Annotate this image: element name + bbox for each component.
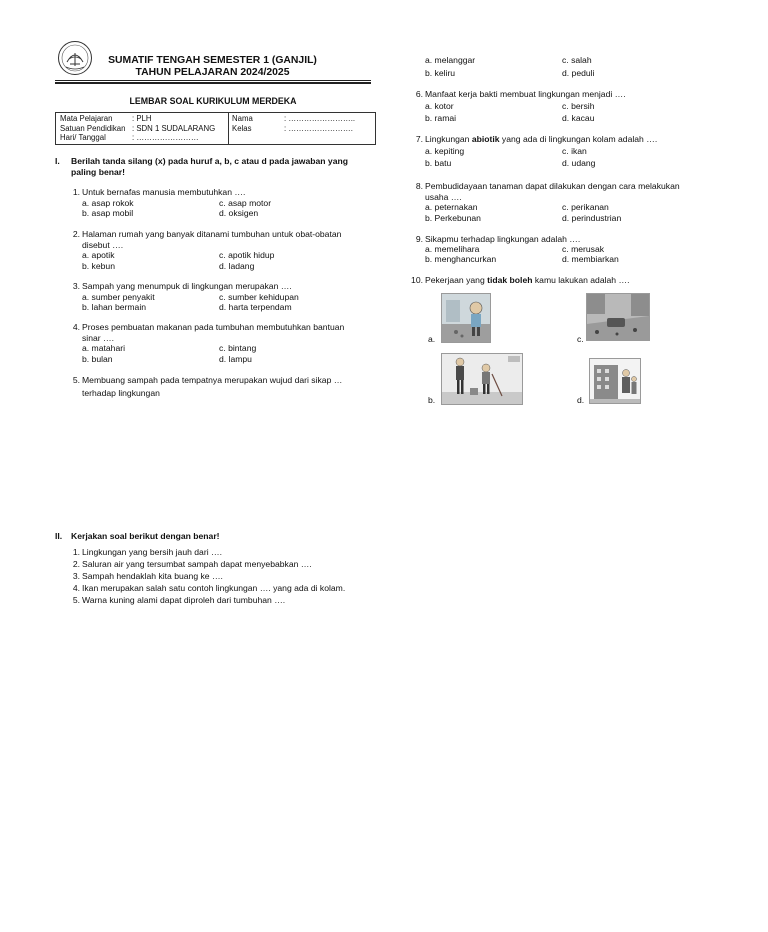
option-b[interactable]: b. bulan bbox=[82, 353, 113, 364]
question-10: 10. Pekerjaan yang tidak boleh kamu lakukan adalah …. bbox=[411, 275, 630, 285]
question-5: 5. Membuang sampah pada tempatnya merupakan wujud dari sikap … terhadap lingkungan bbox=[72, 375, 343, 398]
option-d[interactable]: d. ladang bbox=[219, 260, 255, 271]
option-d[interactable]: d. peduli bbox=[562, 67, 595, 78]
name-label: Nama bbox=[232, 114, 253, 123]
section-1-instruction: Berilah tanda silang (x) pada huruf a, b, c atau d pada jawaban yang bbox=[71, 156, 348, 166]
option-c[interactable]: c. bintang bbox=[219, 343, 257, 353]
question-7: 7. Lingkungan abiotik yang ada di lingkungan kolam adalah …. a. kepiting b. batu c. ikan d. udang bbox=[415, 134, 658, 168]
option-c[interactable]: c. ikan bbox=[562, 146, 587, 156]
school-value: : SDN 1 SUDALARANG bbox=[132, 123, 216, 133]
option-d[interactable]: d. harta terpendam bbox=[219, 302, 292, 312]
picture-option-a[interactable] bbox=[441, 293, 491, 343]
option-c[interactable]: c. asap motor bbox=[219, 197, 272, 208]
essay-item: 3. Sampah hendaklah kita buang ke …. bbox=[72, 571, 223, 581]
date-value: : …………………… bbox=[132, 133, 199, 142]
section-1-number: I. bbox=[55, 156, 60, 166]
option-a[interactable]: a. kepiting bbox=[425, 146, 465, 156]
option-b[interactable]: b. asap mobil bbox=[82, 208, 134, 218]
question-8: 8. Pembudidayaan tanaman dapat dilakukan dengan cara melakukan usaha …. a. peternakan b. Perkebunan c. perikanan d. perindustrian bbox=[415, 181, 680, 223]
picture-option-b-label[interactable]: b. bbox=[428, 395, 436, 405]
option-d[interactable]: d. perindustrian bbox=[562, 212, 622, 223]
option-a[interactable]: a. matahari bbox=[82, 343, 125, 353]
picture-option-b[interactable] bbox=[441, 353, 523, 405]
option-c[interactable]: c. merusak bbox=[562, 243, 605, 254]
option-a[interactable]: a. apotik bbox=[82, 250, 115, 260]
question-4: 4. Proses pembuatan makanan pada tumbuhan membutuhkan bantuan sinar …. a. matahari b. bulan c. bintang d. lampu bbox=[72, 322, 345, 364]
exam-title: SUMATIF TENGAH SEMESTER 1 (GANJIL) bbox=[108, 55, 317, 66]
option-b[interactable]: b. menghancurkan bbox=[425, 253, 497, 264]
option-b[interactable]: b. keliru bbox=[425, 67, 456, 78]
option-a[interactable]: a. asap rokok bbox=[82, 197, 134, 208]
picture-option-a-label[interactable]: a. bbox=[428, 334, 436, 344]
question-5-options bbox=[409, 55, 709, 79]
subject-value: : PLH bbox=[132, 114, 152, 123]
student-info-box bbox=[55, 112, 376, 145]
picture-option-d[interactable] bbox=[589, 358, 641, 404]
option-b[interactable]: b. batu bbox=[425, 158, 452, 168]
question-9: 9. Sikapmu terhadap lingkungan adalah …. a. memelihara b. menghancurkan c. merusak d. membiarkan bbox=[415, 234, 619, 264]
essay-item: 2. Saluran air yang tersumbat sampah dapat menyebabkan …. bbox=[72, 559, 312, 569]
option-c[interactable]: c. apotik hidup bbox=[219, 250, 275, 260]
header-rule-thick bbox=[55, 82, 371, 84]
option-d[interactable]: d. oksigen bbox=[219, 208, 259, 218]
child-throwing-trash-icon bbox=[442, 294, 490, 342]
section-1-instruction-2: paling benar! bbox=[71, 167, 125, 177]
children-cleaning-icon bbox=[442, 354, 522, 404]
option-c[interactable]: c. perikanan bbox=[562, 202, 609, 212]
option-d[interactable]: d. kacau bbox=[562, 113, 595, 123]
header-rule-thin bbox=[55, 80, 371, 81]
section-2-instruction: Kerjakan soal berikut dengan benar! bbox=[71, 531, 220, 541]
option-d[interactable]: d. membiarkan bbox=[562, 253, 619, 264]
option-c[interactable]: c. salah bbox=[562, 55, 592, 65]
question-1: 1. Untuk bernafas manusia membutuhkan …. a. asap rokok b. asap mobil c. asap motor d. oksigen bbox=[72, 187, 272, 218]
name-value: : …………………….. bbox=[284, 114, 356, 123]
dirty-street-icon bbox=[587, 294, 649, 340]
subject-label: Mata Pelajaran bbox=[60, 114, 113, 123]
option-b[interactable]: b. Perkebunan bbox=[425, 212, 481, 223]
option-a[interactable]: a. melanggar bbox=[425, 55, 476, 65]
question-3: 3. Sampah yang menumpuk di lingkungan merupakan …. a. sumber penyakit b. lahan bermain c. sumber kehidupan d. harta terpendam bbox=[72, 281, 299, 312]
sheet-subtitle: LEMBAR SOAL KURIKULUM MERDEKA bbox=[129, 96, 297, 106]
option-a[interactable]: a. memelihara bbox=[425, 243, 480, 254]
option-d[interactable]: d. udang bbox=[562, 158, 596, 168]
picture-option-c-label[interactable]: c. bbox=[577, 334, 584, 344]
school-label: Satuan Pendidikan bbox=[60, 123, 126, 133]
option-a[interactable]: a. peternakan bbox=[425, 202, 478, 212]
essay-item: 5. Warna kuning alami dapat diproleh dari tumbuhan …. bbox=[72, 595, 286, 605]
question-6: 6. Manfaat kerja bakti membuat lingkungan menjadi …. a. kotor b. ramai c. bersih d. kacau bbox=[415, 89, 626, 123]
section-2-number: II. bbox=[55, 531, 63, 541]
option-b[interactable]: b. ramai bbox=[425, 113, 457, 123]
option-a[interactable]: a. sumber penyakit bbox=[82, 291, 155, 302]
option-d[interactable]: d. lampu bbox=[219, 353, 252, 364]
school-emblem-icon bbox=[57, 40, 93, 76]
school-year: TAHUN PELAJARAN 2024/2025 bbox=[135, 67, 290, 78]
class-value: : ……………………. bbox=[284, 123, 353, 133]
option-a[interactable]: a. kotor bbox=[425, 101, 454, 111]
essay-item: 1. Lingkungan yang bersih jauh dari …. bbox=[72, 547, 222, 557]
option-b[interactable]: b. kebun bbox=[82, 260, 115, 271]
option-b[interactable]: b. lahan bermain bbox=[82, 302, 147, 312]
date-label: Hari/ Tanggal bbox=[60, 133, 106, 142]
class-label: Kelas bbox=[232, 123, 252, 133]
essay-item: 4. Ikan merupakan salah satu contoh lingkungan …. yang ada di kolam. bbox=[72, 583, 346, 593]
question-2: 2. Halaman rumah yang banyak ditanami tumbuhan untuk obat-obatan disebut …. a. apotik b. kebun c. apotik hidup d. ladang bbox=[72, 229, 342, 271]
option-c[interactable]: c. sumber kehidupan bbox=[219, 291, 299, 302]
option-c[interactable]: c. bersih bbox=[562, 101, 595, 111]
picture-option-c[interactable] bbox=[586, 293, 650, 341]
picture-option-d-label[interactable]: d. bbox=[577, 395, 585, 405]
family-building-icon bbox=[590, 359, 640, 403]
